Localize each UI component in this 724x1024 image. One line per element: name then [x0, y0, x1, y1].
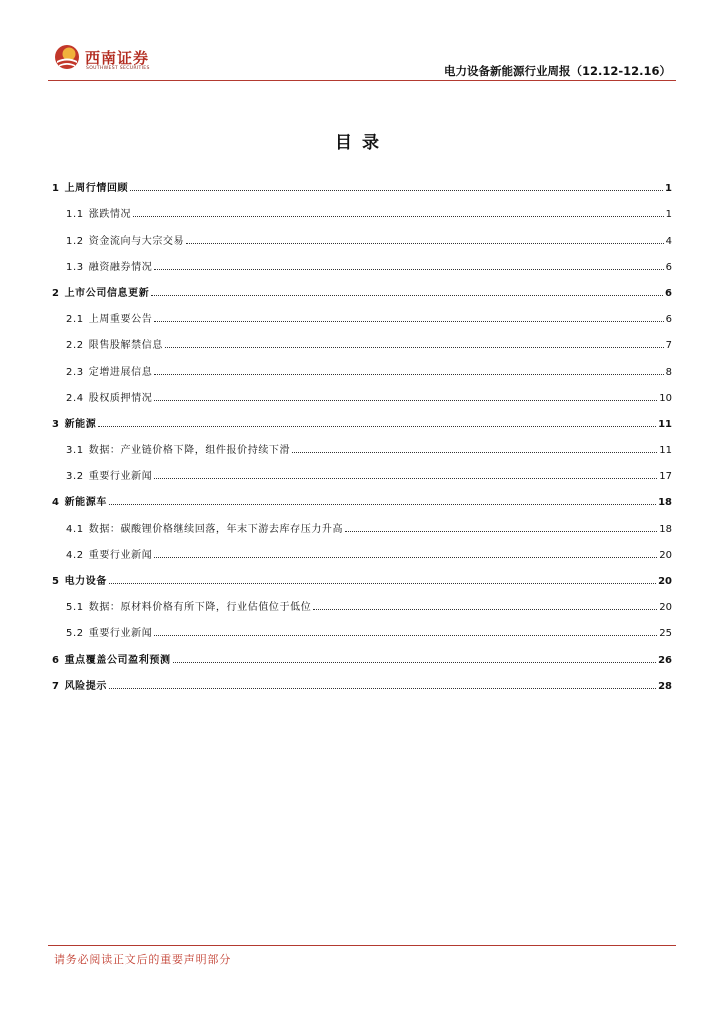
sun-logo-icon	[54, 44, 80, 70]
logo-text-cn: 西南证券	[85, 49, 150, 67]
toc-entry-title: 风险提示	[64, 680, 107, 692]
toc-entry-label	[66, 467, 152, 484]
toc-entry-number: 1.2	[66, 235, 84, 247]
toc-entry-page: 1	[665, 183, 672, 195]
toc-entry-page: 6	[665, 314, 672, 326]
toc-leader-dots	[133, 216, 664, 217]
toc-entry-number: 3	[52, 418, 60, 430]
toc-entry[interactable]	[52, 301, 672, 327]
toc-entry-label	[66, 232, 184, 249]
toc-entry[interactable]	[52, 484, 672, 510]
toc-entry-title: 上周行情回顾	[64, 183, 129, 195]
toc-entry[interactable]	[52, 432, 672, 458]
toc-entry-title: 数据：碳酸锂价格继续回落，年末下游去库存压力升高	[88, 523, 344, 535]
toc-entry-label	[52, 651, 171, 668]
toc-entry-page: 18	[658, 497, 672, 509]
toc-entry-label	[52, 415, 96, 432]
toc-leader-dots	[154, 374, 663, 375]
toc-entry[interactable]	[52, 510, 672, 536]
toc-entry-title: 上市公司信息更新	[64, 287, 150, 299]
company-logo	[54, 44, 164, 74]
toc-entry-page: 6	[665, 287, 672, 299]
toc-entry-page: 17	[659, 471, 672, 483]
toc-entry-page: 25	[659, 628, 672, 640]
toc-leader-dots	[130, 190, 663, 191]
toc-entry[interactable]	[52, 196, 672, 222]
toc-entry-number: 3.2	[66, 471, 84, 483]
toc-leader-dots	[98, 426, 656, 427]
toc-entry-label	[66, 598, 311, 615]
toc-entry-label	[66, 624, 152, 641]
toc-entry-title: 重要行业新闻	[88, 628, 153, 640]
toc-entry[interactable]	[52, 537, 672, 563]
toc-leader-dots	[292, 452, 657, 453]
logo-text-en: SOUTHWEST SECURITIES	[86, 66, 150, 71]
toc-entry[interactable]	[52, 380, 672, 406]
toc-entry-label	[66, 363, 152, 380]
toc-entry-title: 新能源车	[64, 497, 107, 509]
toc-entry-page: 28	[658, 680, 672, 692]
toc-entry-label	[52, 677, 107, 694]
toc-title: 目录	[335, 133, 389, 153]
toc-entry-number: 7	[52, 680, 60, 692]
header-divider	[48, 80, 676, 81]
toc-leader-dots	[154, 635, 657, 636]
toc-leader-dots	[154, 269, 663, 270]
toc-entry-page: 11	[658, 418, 672, 430]
toc-entry-label	[52, 284, 149, 301]
toc-entry[interactable]	[52, 275, 672, 301]
toc-entry-number: 1.1	[66, 209, 84, 221]
toc-leader-dots	[109, 504, 656, 505]
toc-entry-number: 2.4	[66, 392, 84, 404]
toc-entry-page: 1	[665, 209, 672, 221]
toc-entry-label	[66, 336, 163, 353]
toc-entry[interactable]	[52, 563, 672, 589]
toc-entry-number: 6	[52, 654, 60, 666]
toc-entry[interactable]	[52, 641, 672, 667]
toc-entry-page: 6	[665, 261, 672, 273]
toc-entry-label	[66, 546, 152, 563]
toc-leader-dots	[345, 531, 657, 532]
toc-entry-title: 上周重要公告	[88, 314, 153, 326]
toc-entry-page: 20	[658, 576, 672, 587]
toc-entry-label	[66, 389, 152, 406]
toc-entry-title: 资金流向与大宗交易	[88, 235, 185, 247]
toc-entry-number: 2.2	[66, 340, 84, 352]
toc-entry-title: 数据：产业链价格下降，组件报价持续下滑	[88, 445, 291, 457]
toc-entry-title: 涨跌情况	[88, 209, 132, 221]
toc-entry-title: 限售股解禁信息	[88, 340, 163, 352]
toc-leader-dots	[154, 400, 657, 401]
toc-entry-number: 3.1	[66, 445, 84, 457]
toc-leader-dots	[109, 688, 656, 689]
report-header-title: 电力设备新能源行业周报（12.12-12.16）	[443, 64, 671, 78]
toc-entry-label	[66, 205, 131, 222]
toc-entry-label	[66, 258, 152, 275]
toc-entry[interactable]	[52, 327, 672, 353]
toc-entry[interactable]	[52, 170, 672, 196]
toc-leader-dots	[151, 295, 663, 296]
toc-entry-title: 重点覆盖公司盈利预测	[64, 654, 171, 666]
toc-entry-title: 融资融券情况	[88, 261, 153, 273]
toc-entry-label	[66, 441, 290, 458]
toc-entry[interactable]	[52, 406, 672, 432]
toc-entry-number: 2.3	[66, 366, 84, 378]
toc-entry-number: 4.1	[66, 523, 84, 535]
toc-leader-dots	[186, 243, 664, 244]
table-of-contents	[52, 170, 672, 694]
toc-entry[interactable]	[52, 668, 672, 694]
toc-entry[interactable]	[52, 353, 672, 379]
toc-entry-page: 4	[665, 235, 672, 247]
toc-entry[interactable]	[52, 589, 672, 615]
toc-entry-number: 4.2	[66, 549, 84, 561]
toc-entry-number: 2.1	[66, 314, 84, 326]
toc-entry-title: 重要行业新闻	[88, 471, 153, 483]
toc-entry-page: 7	[665, 340, 672, 352]
toc-entry-number: 5.1	[66, 602, 84, 614]
toc-leader-dots	[154, 321, 663, 322]
toc-entry-page: 18	[659, 523, 672, 535]
toc-entry-title: 重要行业新闻	[88, 549, 153, 561]
toc-leader-dots	[313, 609, 657, 610]
toc-entry-page: 20	[659, 549, 672, 561]
toc-entry-page: 11	[659, 445, 672, 457]
toc-leader-dots	[173, 662, 657, 663]
toc-entry-label	[66, 310, 152, 327]
toc-leader-dots	[154, 478, 657, 479]
toc-entry-label	[52, 572, 107, 589]
toc-entry-number: 5.2	[66, 628, 84, 640]
toc-entry-number: 1.3	[66, 261, 84, 273]
toc-entry-title: 股权质押情况	[88, 392, 153, 404]
toc-entry-label	[66, 520, 343, 537]
footer-disclaimer: 请务必阅读正文后的重要声明部分	[54, 953, 231, 966]
toc-entry-title: 数据：原材料价格有所下降，行业估值位于低位	[88, 602, 312, 614]
toc-leader-dots	[154, 557, 657, 558]
toc-entry[interactable]	[52, 458, 672, 484]
toc-entry-page: 26	[658, 654, 672, 666]
toc-leader-dots	[109, 583, 656, 584]
toc-entry[interactable]	[52, 615, 672, 641]
toc-entry-label	[52, 493, 107, 510]
toc-entry-number: 1	[52, 183, 60, 195]
toc-entry-number: 5	[52, 576, 60, 587]
toc-entry[interactable]	[52, 249, 672, 275]
toc-entry-page: 20	[659, 602, 672, 614]
toc-entry-number: 4	[52, 497, 60, 509]
footer-divider	[48, 945, 676, 946]
toc-entry-page: 10	[659, 392, 672, 404]
toc-entry[interactable]	[52, 222, 672, 248]
toc-entry-page: 8	[665, 366, 672, 378]
toc-entry-number: 2	[52, 287, 60, 299]
toc-leader-dots	[165, 347, 664, 348]
toc-entry-title: 新能源	[64, 418, 97, 430]
toc-entry-label	[52, 179, 128, 196]
toc-entry-title: 电力设备	[64, 576, 107, 587]
toc-entry-title: 定增进展信息	[88, 366, 153, 378]
